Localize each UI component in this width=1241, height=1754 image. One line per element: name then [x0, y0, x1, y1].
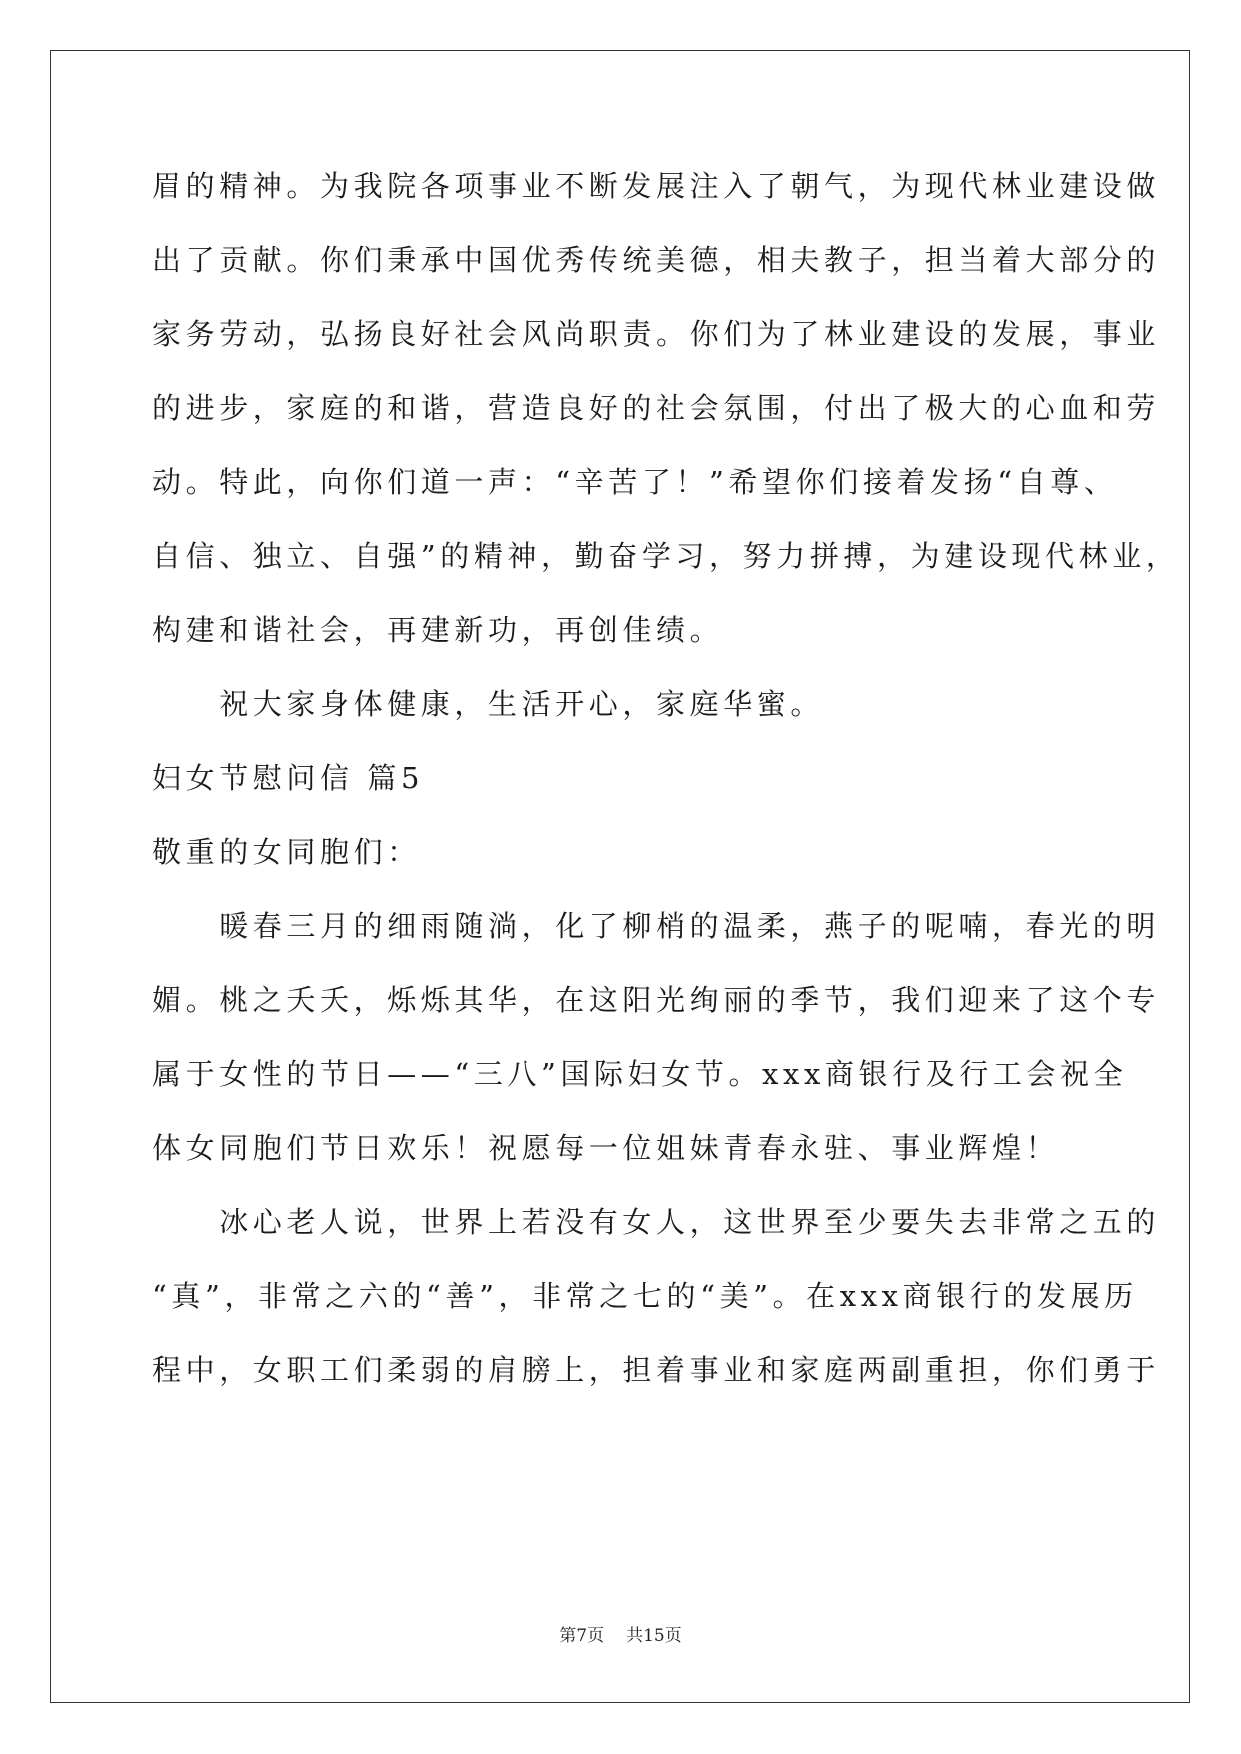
page-number: 第7页 — [559, 1626, 605, 1646]
text-line: 体女同胞们节日欢乐！祝愿每一位姐妹青春永驻、事业辉煌！ — [152, 1131, 1060, 1165]
text-line: 属于女性的节日——“三八”国际妇女节。xxx商银行及行工会祝全 — [152, 1057, 1128, 1091]
text-line: 祝大家身体健康，生活开心，家庭华蜜。 — [152, 687, 825, 721]
section-heading: 妇女节慰问信 篇5 — [152, 761, 425, 795]
text-line: “真”，非常之六的“善”，非常之七的“美”。在xxx商银行的发展历 — [152, 1279, 1138, 1313]
text-line: 家务劳动，弘扬良好社会风尚职责。你们为了林业建设的发展，事业 — [152, 317, 1161, 351]
text-line: 构建和谐社会，再建新功，再创佳绩。 — [152, 613, 724, 647]
text-line: 媚。桃之夭夭，烁烁其华，在这阳光绚丽的季节，我们迎来了这个专 — [152, 983, 1161, 1017]
page-total: 共15页 — [626, 1626, 682, 1646]
text-line: 眉的精神。为我院各项事业不断发展注入了朝气，为现代林业建设做 — [152, 169, 1161, 203]
text-line: 的进步，家庭的和谐，营造良好的社会氛围，付出了极大的心血和劳 — [152, 391, 1161, 425]
text-line: 出了贡献。你们秉承中国优秀传统美德，相夫教子，担当着大部分的 — [152, 243, 1161, 277]
text-line: 暖春三月的细雨随淌，化了柳梢的温柔，燕子的呢喃，春光的明 — [152, 909, 1161, 943]
text-line: 自信、独立、自强”的精神，勤奋学习，努力拼搏，为建设现代林业， — [152, 539, 1180, 573]
page-frame — [50, 50, 1190, 1703]
text-line: 动。特此，向你们道一声：“辛苦了！”希望你们接着发扬“自尊、 — [152, 465, 1118, 499]
text-line: 程中，女职工们柔弱的肩膀上，担着事业和家庭两副重担，你们勇于 — [152, 1353, 1161, 1387]
salutation: 敬重的女同胞们： — [152, 835, 421, 869]
page-footer — [0, 1625, 1241, 1647]
text-line: 冰心老人说，世界上若没有女人，这世界至少要失去非常之五的 — [152, 1205, 1161, 1239]
